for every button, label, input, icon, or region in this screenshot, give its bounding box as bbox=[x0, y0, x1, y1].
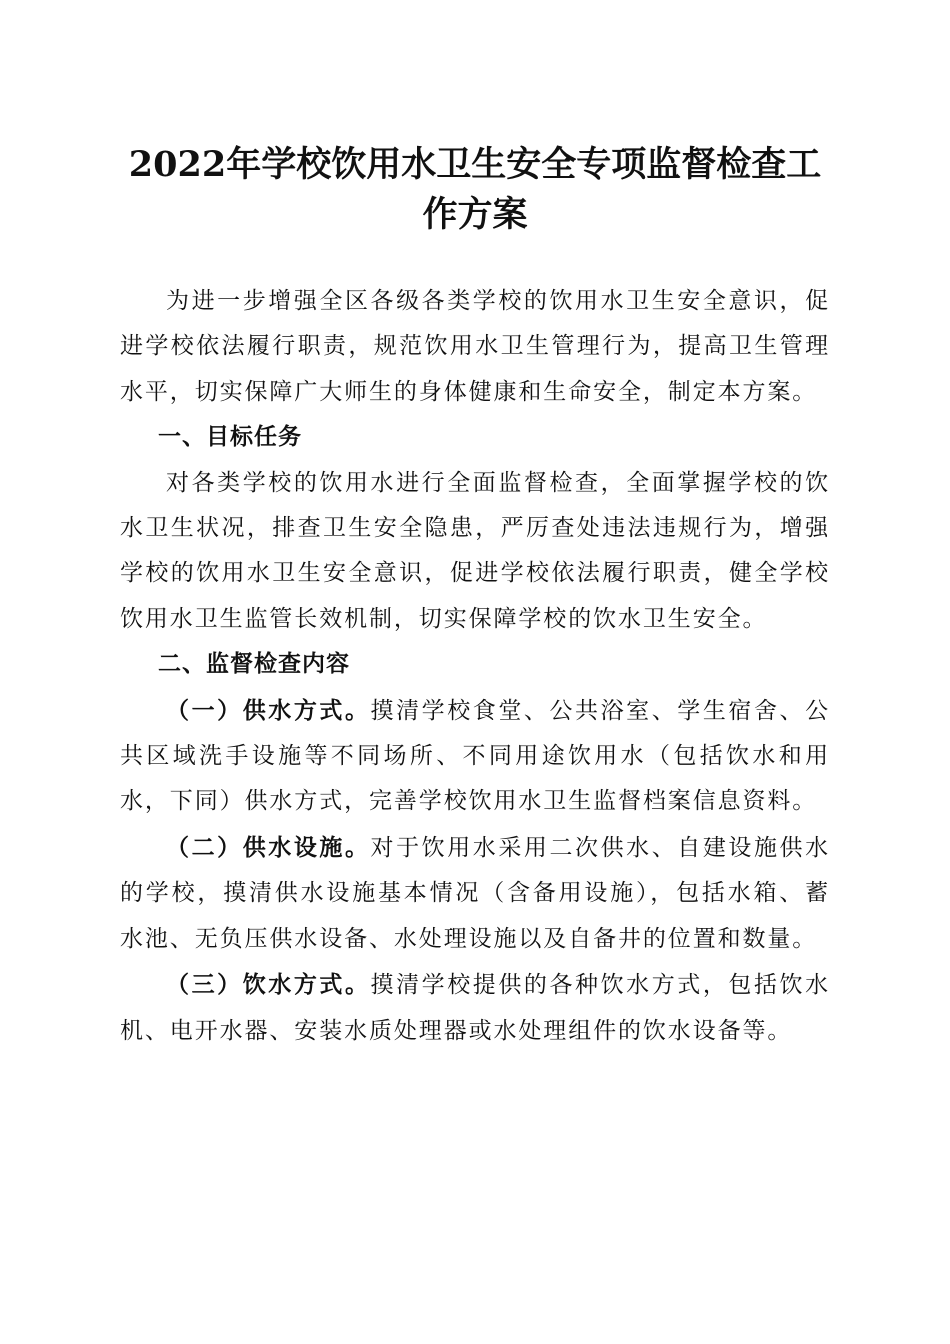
item-text: 摸清学校食堂、公共浴室、学生宿舍、公共区域洗手设施等不同场所、不同用途饮用水（包括饮水和用水，下同）供水方式，完善学校饮用水卫生监督档案信息资料。 bbox=[120, 697, 830, 815]
title-line-1: 2022年学校饮用水卫生安全专项监督检查工 bbox=[128, 144, 822, 185]
goals-paragraph: 对各类学校的饮用水进行全面监督检查，全面掌握学校的饮水卫生状况，排查卫生安全隐患，严厉查处违法违规行为，增强学校的饮用水卫生安全意识，促进学校依法履行职责，健全学校饮用水卫生监管长效机制，切实保障学校的饮水卫生安全。 bbox=[120, 469, 830, 632]
document-body bbox=[120, 279, 830, 1054]
section-heading-goals: 一、目标任务 bbox=[158, 424, 302, 451]
item-lead: （一）供水方式。 bbox=[166, 696, 371, 724]
item-text: 对于饮用水采用二次供水、自建设施供水的学校，摸清供水设施基本情况（含备用设施），包括水箱、蓄水池、无负压供水设备、水处理设施以及自备井的位置和数量。 bbox=[120, 834, 830, 952]
item-lead: （二）供水设施。 bbox=[166, 833, 371, 861]
inspection-item-supply-facilities bbox=[120, 825, 830, 962]
inspection-item-supply-method bbox=[120, 688, 830, 825]
item-lead: （三）饮水方式。 bbox=[166, 971, 371, 999]
item-text: 摸清学校提供的各种饮水方式，包括饮水机、电开水器、安装水质处理器或水处理组件的饮水设备等。 bbox=[120, 972, 830, 1044]
title-line-2: 作方案 bbox=[422, 194, 528, 235]
inspection-item-drinking-method bbox=[120, 962, 830, 1054]
intro-paragraph: 为进一步增强全区各级各类学校的饮用水卫生安全意识，促进学校依法履行职责，规范饮用水卫生管理行为，提高卫生管理水平，切实保障广大师生的身体健康和生命安全，制定本方案。 bbox=[120, 288, 830, 405]
document-title bbox=[115, 140, 835, 240]
section-heading-inspection: 二、监督检查内容 bbox=[158, 651, 350, 678]
